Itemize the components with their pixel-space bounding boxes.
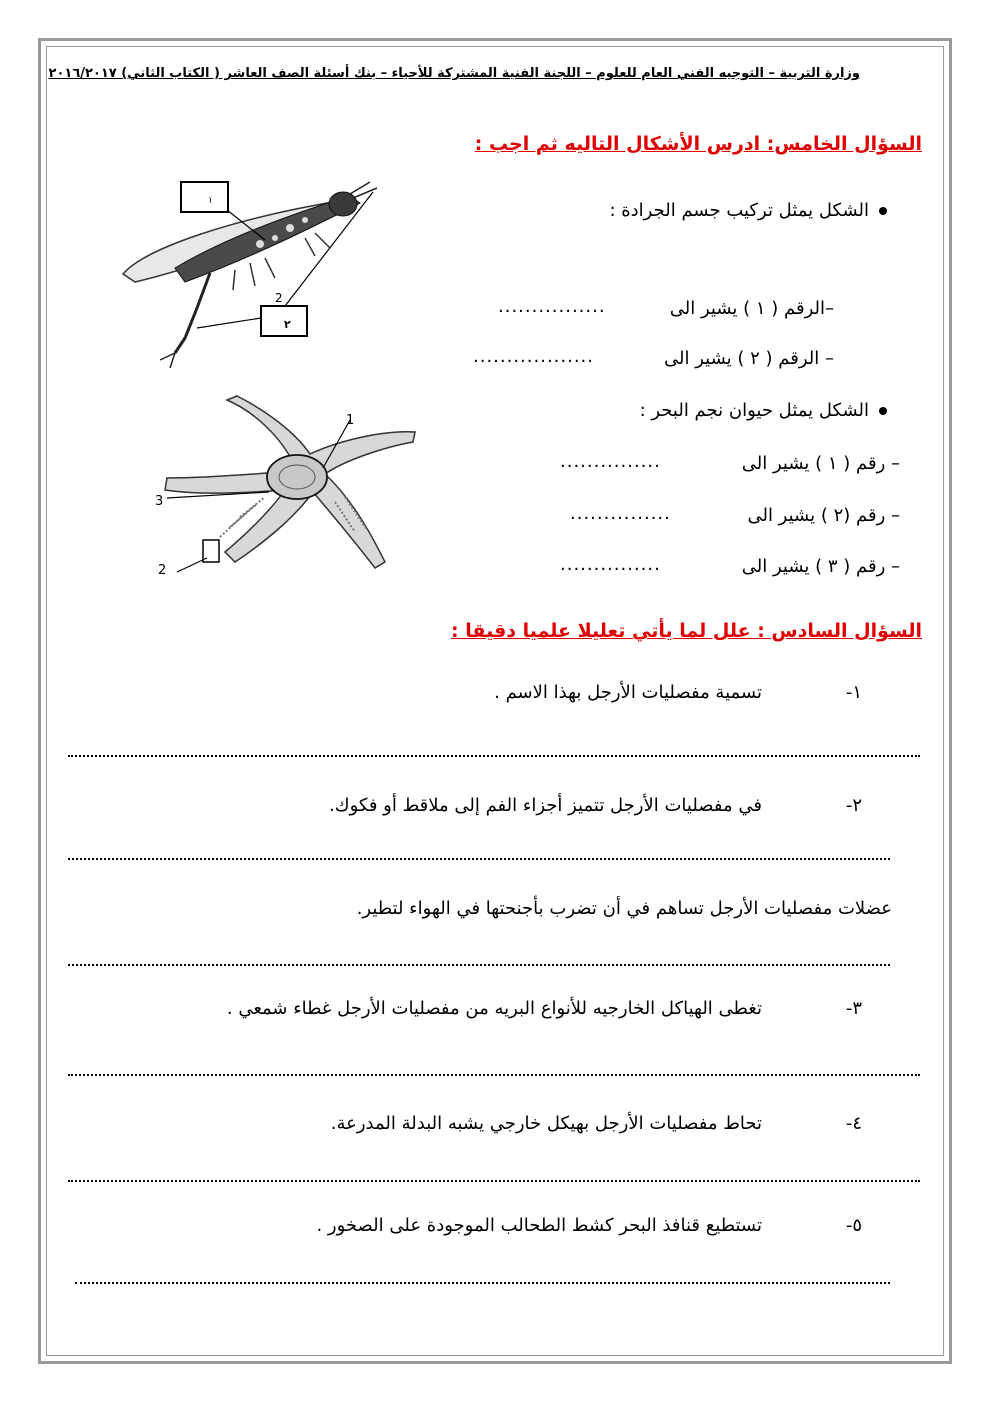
starfish-answer1-dots[interactable]: ............... — [560, 451, 661, 472]
page-header: وزارة التربية – التوجيه الفني العام للعلوم – اللجنة الفنية المشتركة للأحياء – بنك أسئلة الصف العاشر ( الكتاب الثاني) ٢٠١٦/٢٠١٧ — [48, 66, 860, 81]
locust-answer2-dots[interactable]: .................. — [473, 346, 594, 367]
q6-item2-num: ٢- — [845, 795, 862, 816]
starfish-pointer-label-3: 3 — [155, 494, 164, 509]
starfish-answer2-dots[interactable]: ............... — [570, 503, 671, 524]
locust-figure — [115, 178, 385, 373]
q6-item5-answer-line[interactable] — [75, 1282, 890, 1284]
starfish-item2: – رقم (٢ ) يشير الى — [747, 505, 900, 526]
q6-item4-text: تحاط مفصليات الأرجل بهيكل خارجي يشبه البدلة المدرعة. — [330, 1113, 762, 1134]
q6-item1-answer-line[interactable] — [68, 755, 920, 757]
locust-intro-text: الشكل يمثل تركيب جسم الجرادة : — [609, 200, 869, 221]
starfish-intro — [640, 400, 887, 421]
q6-item1-num: ١- — [845, 682, 862, 703]
starfish-answer3-dots[interactable]: ............... — [560, 554, 661, 575]
locust-pointer-label-2: 2 — [275, 291, 283, 305]
q6-item2b-text: عضلات مفصليات الأرجل تساهم في أن تضرب بأجنحتها في الهواء لتطير. — [356, 898, 892, 919]
locust-answer1-dots[interactable]: ................ — [498, 296, 606, 317]
q6-item1-text: تسمية مفصليات الأرجل بهذا الاسم . — [494, 682, 762, 703]
q6-item4-num: ٤- — [845, 1113, 862, 1134]
starfish-item3: – رقم ( ٣ ) يشير الى — [741, 556, 900, 577]
locust-item1: –الرقم ( ١ ) يشير الى — [669, 298, 834, 319]
locust-box2-label: ٢ — [284, 318, 291, 331]
q6-item2b-answer-line[interactable] — [68, 964, 890, 966]
locust-intro — [609, 200, 887, 221]
starfish-item1: – رقم ( ١ ) يشير الى — [741, 453, 900, 474]
q6-title: السؤال السادس : علل لما يأتي تعليلا علميا دقيقا : — [451, 620, 922, 642]
starfish-pointer-label-2: 2 — [158, 563, 167, 578]
starfish-pointer-label-1: 1 — [346, 413, 355, 428]
q6-item5-text: تستطيع قنافذ البحر كشط الطحالب الموجودة على الصخور . — [316, 1215, 762, 1236]
q5-title: السؤال الخامس: ادرس الأشكال التاليه ثم اجب : — [474, 133, 922, 155]
starfish-figure — [145, 392, 440, 587]
q6-item5-num: ٥- — [845, 1215, 862, 1236]
q6-item2-answer-line[interactable] — [68, 858, 890, 860]
q6-item3-num: ٣- — [845, 998, 862, 1019]
q6-item2-text: في مفصليات الأرجل تتميز أجزاء الفم إلى ملاقط أو فكوك. — [329, 795, 762, 816]
bullet-icon — [879, 207, 887, 215]
locust-item2: – الرقم ( ٢ ) يشير الى — [664, 348, 834, 369]
locust-box1-label: ١ — [208, 196, 213, 206]
q6-item3-text: تغطى الهياكل الخارجيه للأنواع البريه من مفصليات الأرجل غطاء شمعي . — [226, 998, 762, 1019]
q6-item4-answer-line[interactable] — [68, 1180, 920, 1182]
starfish-intro-text: الشكل يمثل حيوان نجم البحر : — [639, 400, 869, 421]
q6-item3-answer-line[interactable] — [68, 1074, 920, 1076]
bullet-icon — [879, 407, 887, 415]
